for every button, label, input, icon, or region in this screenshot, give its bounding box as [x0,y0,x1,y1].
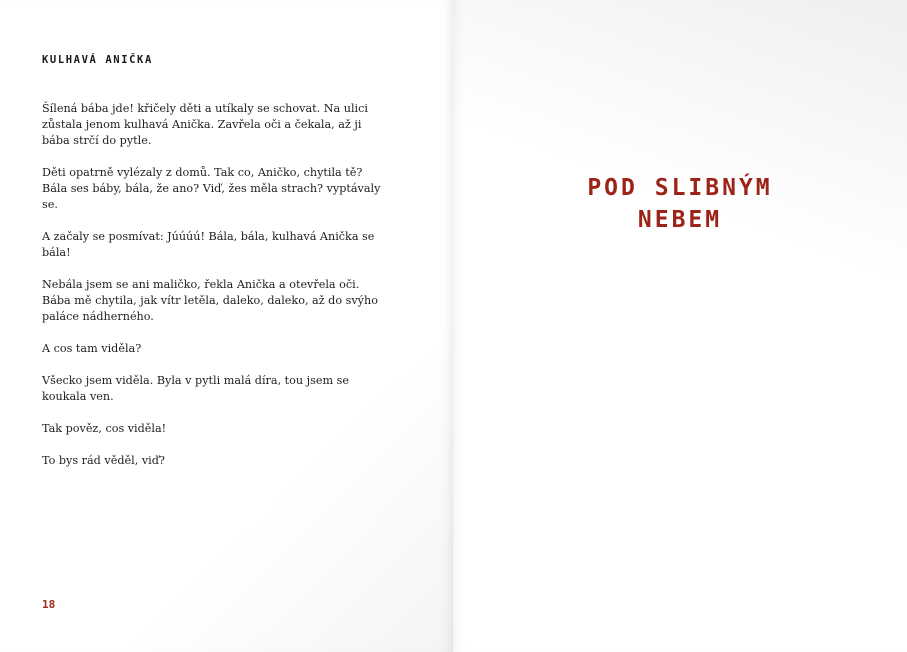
paragraph: Všecko jsem viděla. Byla v pytli malá díra, tou jsem se koukala ven. [42,374,350,403]
right-page [453,0,907,652]
paragraph: Nebála jsem se ani maličko, řekla Anička a otevřela oči. Bába mě chytila, jak vítr letěla, daleko, daleko, až do svýho paláce nádherného. [42,278,378,323]
chapter-title [453,172,907,236]
paragraph: Děti opatrně vylézaly z domů. Tak co, Aničko, chytila tě? Bála ses báby, bála, že ano? Viď, žes měla strach? vyptávaly se. [42,166,381,211]
paragraph: A začaly se posmívat: Júúúú! Bála, bála, kulhavá Anička se bála! [42,230,375,259]
left-page [0,0,453,652]
paragraph: Šílená bába jde! křičely děti a utíkaly se schovat. Na ulici zůstala jenom kulhavá Anička. Zavřela oči a čekala, až ji bába strčí do pytle. [42,102,368,147]
page-number: 18 [42,598,56,611]
body-text [42,101,387,485]
chapter-title-line: NEBEM [637,207,723,233]
paragraph: To bys rád věděl, viď? [42,454,165,467]
running-head: KULHAVÁ ANIČKA [42,54,153,66]
paragraph: A cos tam viděla? [42,342,142,355]
paragraph: Tak pověz, cos viděla! [42,422,167,435]
chapter-title-line: POD SLIBNÝM [587,175,773,201]
